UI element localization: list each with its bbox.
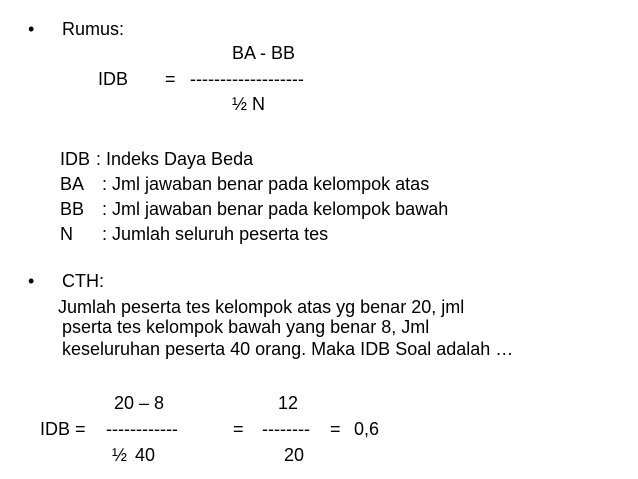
calc-numerator-1: 20 – 8 [114, 393, 165, 413]
formula-denominator-half: ½ [232, 94, 248, 114]
calc-equals-2: = [330, 419, 341, 439]
definition-desc: : Jml jawaban benar pada kelompok atas [102, 174, 430, 194]
definition-desc: : Indeks Daya Beda [96, 149, 254, 169]
definition-term: BB [60, 199, 85, 219]
contoh-line: keseluruhan peserta 40 orang. Maka IDB Soal adalah … [62, 339, 514, 359]
formula-lhs: IDB [98, 69, 129, 89]
definition-term: N [60, 224, 73, 244]
calc-fraction-line-1: ------------ [106, 419, 178, 439]
definition-term: BA [60, 174, 85, 194]
definition-desc: : Jumlah seluruh peserta tes [102, 224, 329, 244]
formula-numerator: BA - BB [232, 43, 296, 63]
calc-fraction-line-2: -------- [262, 419, 310, 439]
contoh-line: Jumlah peserta tes kelompok atas yg benar 20, jml [58, 297, 465, 317]
rumus-label: Rumus: [62, 19, 125, 39]
calc-numerator-2: 12 [278, 393, 299, 413]
calc-denominator-half: ½ [112, 445, 128, 465]
calc-denominator-1: 40 [135, 445, 156, 465]
definition-term: IDB [60, 149, 91, 169]
formula-denominator-n: N [252, 94, 265, 114]
calc-result: 0,6 [354, 419, 380, 439]
rumus-bullet: • [28, 19, 35, 39]
formula-equals: = [165, 69, 176, 89]
contoh-line: pserta tes kelompok bawah yang benar 8, Jml [62, 317, 430, 337]
calc-lhs: IDB = [40, 419, 86, 439]
calc-denominator-2: 20 [284, 445, 305, 465]
definition-desc: : Jml jawaban benar pada kelompok bawah [102, 199, 449, 219]
calc-equals-1: = [233, 419, 244, 439]
contoh-label: CTH: [62, 271, 104, 291]
formula-fraction-line: ------------------- [190, 69, 304, 89]
contoh-bullet: • [28, 271, 35, 291]
